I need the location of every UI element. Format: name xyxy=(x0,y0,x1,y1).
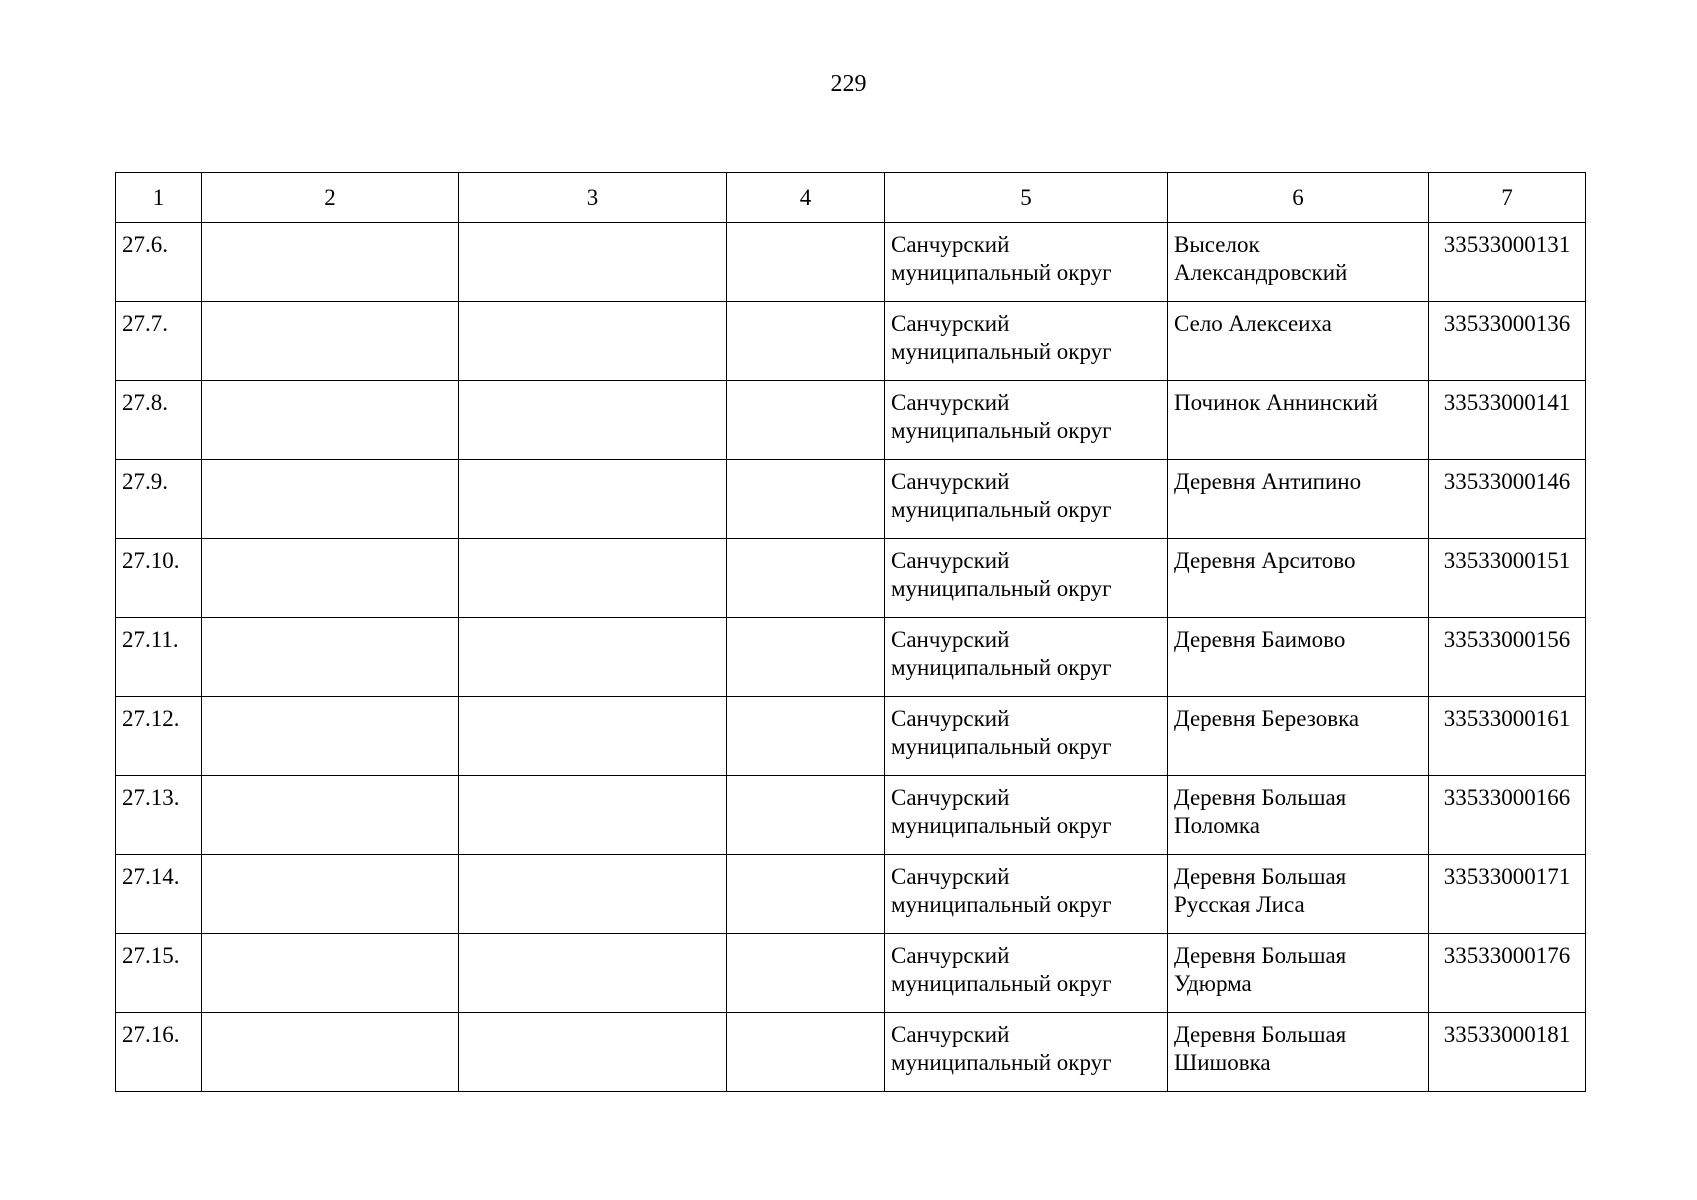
cell-col-4 xyxy=(727,302,885,381)
header-col-3: 3 xyxy=(459,173,727,223)
cell-col-3 xyxy=(459,855,727,934)
district-cell xyxy=(885,460,1168,539)
district-line-1: Санчурский xyxy=(891,311,1010,336)
cell-col-4 xyxy=(727,381,885,460)
cell-col-3 xyxy=(459,618,727,697)
district-line-1: Санчурский xyxy=(891,548,1010,573)
district-line-2: муниципальный округ xyxy=(891,260,1112,285)
cell-col-4 xyxy=(727,1013,885,1092)
district-line-2: муниципальный округ xyxy=(891,734,1112,759)
district-cell xyxy=(885,539,1168,618)
cell-col-3 xyxy=(459,934,727,1013)
header-col-2: 2 xyxy=(202,173,459,223)
cell-col-3 xyxy=(459,460,727,539)
cell-col-2 xyxy=(202,697,459,776)
table-row xyxy=(116,460,1586,539)
settlement-cell: Деревня Арситово xyxy=(1168,539,1429,618)
row-number: 27.10. xyxy=(116,539,202,618)
page-number: 229 xyxy=(830,71,867,97)
table-row xyxy=(116,1013,1586,1092)
settlement-cell: Село Алексеиха xyxy=(1168,302,1429,381)
cell-col-2 xyxy=(202,539,459,618)
row-number: 27.15. xyxy=(116,934,202,1013)
cell-col-2 xyxy=(202,855,459,934)
district-line-2: муниципальный округ xyxy=(891,418,1112,443)
cell-col-4 xyxy=(727,223,885,302)
row-number: 27.12. xyxy=(116,697,202,776)
table-header xyxy=(116,173,1586,223)
cell-col-2 xyxy=(202,776,459,855)
district-line-2: муниципальный округ xyxy=(891,971,1112,996)
district-line-1: Санчурский xyxy=(891,232,1010,257)
cell-col-2 xyxy=(202,618,459,697)
district-line-1: Санчурский xyxy=(891,864,1010,889)
district-line-2: муниципальный округ xyxy=(891,655,1112,680)
row-number: 27.14. xyxy=(116,855,202,934)
table-row xyxy=(116,855,1586,934)
header-row xyxy=(116,173,1586,223)
district-cell xyxy=(885,697,1168,776)
district-line-1: Санчурский xyxy=(891,1022,1010,1047)
district-line-2: муниципальный округ xyxy=(891,1050,1112,1075)
district-cell xyxy=(885,618,1168,697)
district-line-1: Санчурский xyxy=(891,469,1010,494)
district-cell xyxy=(885,934,1168,1013)
table-row xyxy=(116,697,1586,776)
district-line-2: муниципальный округ xyxy=(891,339,1112,364)
district-line-1: Санчурский xyxy=(891,943,1010,968)
table-row xyxy=(116,223,1586,302)
table-row xyxy=(116,381,1586,460)
header-col-6: 6 xyxy=(1168,173,1429,223)
cell-col-3 xyxy=(459,697,727,776)
cell-col-3 xyxy=(459,223,727,302)
header-col-7: 7 xyxy=(1429,173,1586,223)
cell-col-3 xyxy=(459,381,727,460)
cell-col-2 xyxy=(202,460,459,539)
cell-col-2 xyxy=(202,223,459,302)
district-cell xyxy=(885,776,1168,855)
row-number: 27.6. xyxy=(116,223,202,302)
header-col-1: 1 xyxy=(116,173,202,223)
settlement-cell: Выселок Александровский xyxy=(1168,223,1429,302)
district-line-2: муниципальный округ xyxy=(891,813,1112,838)
district-cell xyxy=(885,302,1168,381)
district-line-2: муниципальный округ xyxy=(891,576,1112,601)
district-line-1: Санчурский xyxy=(891,390,1010,415)
settlement-cell: Деревня Большая Поломка xyxy=(1168,776,1429,855)
settlement-cell: Деревня Березовка xyxy=(1168,697,1429,776)
cell-col-2 xyxy=(202,381,459,460)
table-row xyxy=(116,539,1586,618)
district-line-1: Санчурский xyxy=(891,627,1010,652)
cell-col-4 xyxy=(727,460,885,539)
code-cell: 33533000176 xyxy=(1429,934,1586,1013)
district-cell xyxy=(885,223,1168,302)
cell-col-4 xyxy=(727,776,885,855)
code-cell: 33533000151 xyxy=(1429,539,1586,618)
cell-col-4 xyxy=(727,618,885,697)
header-col-5: 5 xyxy=(885,173,1168,223)
district-cell xyxy=(885,1013,1168,1092)
code-cell: 33533000141 xyxy=(1429,381,1586,460)
cell-col-3 xyxy=(459,776,727,855)
district-line-2: муниципальный округ xyxy=(891,892,1112,917)
district-line-1: Санчурский xyxy=(891,785,1010,810)
district-line-2: муниципальный округ xyxy=(891,497,1112,522)
cell-col-4 xyxy=(727,855,885,934)
code-cell: 33533000136 xyxy=(1429,302,1586,381)
cell-col-2 xyxy=(202,302,459,381)
settlement-cell: Деревня Баимово xyxy=(1168,618,1429,697)
settlement-cell: Деревня Большая Шишовка xyxy=(1168,1013,1429,1092)
code-cell: 33533000161 xyxy=(1429,697,1586,776)
cell-col-3 xyxy=(459,302,727,381)
code-cell: 33533000171 xyxy=(1429,855,1586,934)
table-body xyxy=(116,223,1586,1092)
table-row xyxy=(116,776,1586,855)
code-cell: 33533000181 xyxy=(1429,1013,1586,1092)
settlement-table xyxy=(115,172,1586,1092)
district-line-1: Санчурский xyxy=(891,706,1010,731)
cell-col-3 xyxy=(459,1013,727,1092)
row-number: 27.11. xyxy=(116,618,202,697)
row-number: 27.9. xyxy=(116,460,202,539)
table-row xyxy=(116,618,1586,697)
row-number: 27.16. xyxy=(116,1013,202,1092)
header-col-4: 4 xyxy=(727,173,885,223)
code-cell: 33533000166 xyxy=(1429,776,1586,855)
settlement-cell: Деревня Большая Русская Лиса xyxy=(1168,855,1429,934)
settlement-cell: Деревня Антипино xyxy=(1168,460,1429,539)
cell-col-4 xyxy=(727,934,885,1013)
settlement-cell: Деревня Большая Удюрма xyxy=(1168,934,1429,1013)
cell-col-3 xyxy=(459,539,727,618)
code-cell: 33533000156 xyxy=(1429,618,1586,697)
row-number: 27.7. xyxy=(116,302,202,381)
code-cell: 33533000146 xyxy=(1429,460,1586,539)
code-cell: 33533000131 xyxy=(1429,223,1586,302)
table-row xyxy=(116,302,1586,381)
settlement-cell: Починок Аннинский xyxy=(1168,381,1429,460)
table-row xyxy=(116,934,1586,1013)
cell-col-2 xyxy=(202,1013,459,1092)
cell-col-4 xyxy=(727,697,885,776)
district-cell xyxy=(885,855,1168,934)
row-number: 27.8. xyxy=(116,381,202,460)
cell-col-2 xyxy=(202,934,459,1013)
row-number: 27.13. xyxy=(116,776,202,855)
district-cell xyxy=(885,381,1168,460)
cell-col-4 xyxy=(727,539,885,618)
